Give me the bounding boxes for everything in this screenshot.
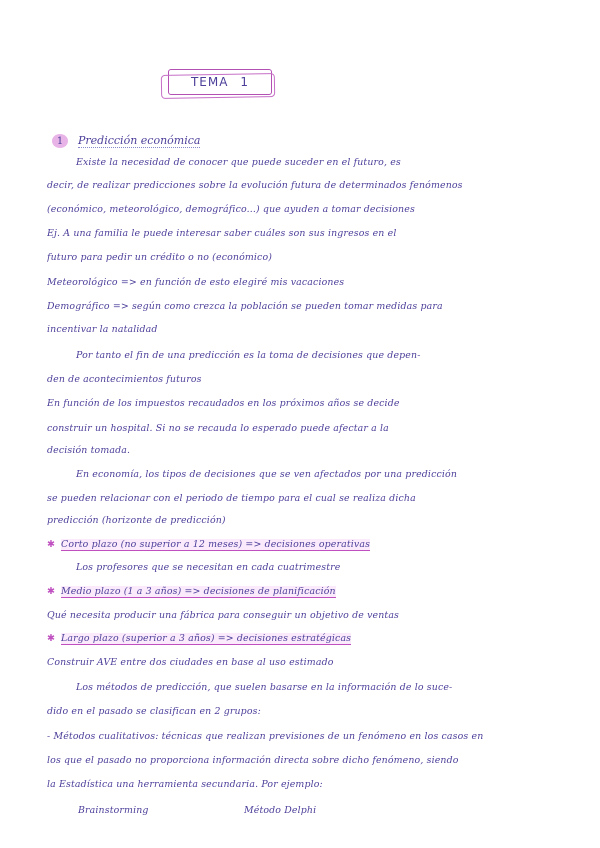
text-line: Ej. A una familia le puede interesar saber cuáles son sus ingresos en el [47, 228, 397, 239]
bullet-icon: ✱ [47, 633, 56, 644]
title-box [168, 69, 272, 95]
text-line: los que el pasado no proporciona información directa sobre dicho fenómeno, siendo [47, 755, 459, 766]
text-line: dido en el pasado se clasifican en 2 grupos: [47, 706, 261, 717]
text-line: Existe la necesidad de conocer que puede suceder en el futuro, es [76, 157, 401, 168]
text-line: predicción (horizonte de predicción) [47, 515, 226, 526]
bullet-text: Largo plazo (superior a 3 años) => decisiones estratégicas [61, 633, 352, 644]
text-line: Los métodos de predicción, que suelen basarse en la información de lo suce- [76, 682, 453, 693]
bullet-icon: ✱ [47, 539, 56, 550]
text-line: En función de los impuestos recaudados en los próximos años se decide [47, 398, 400, 409]
text-line: incentivar la natalidad [47, 324, 158, 335]
section-number-badge: 1 [52, 134, 68, 148]
example-item: Brainstorming [78, 805, 149, 816]
text-line: Meteorológico => en función de esto elegiré mis vacaciones [47, 277, 345, 288]
text-line: - Métodos cualitativos: técnicas que realizan previsiones de un fenómeno en los casos en [47, 731, 484, 742]
text-line: decir, de realizar predicciones sobre la evolución futura de determinados fenómenos [47, 180, 463, 191]
text-line: construir un hospital. Si no se recauda lo esperado puede afectar a la [47, 423, 389, 434]
text-line: Demográfico => según como crezca la población se pueden tomar medidas para [47, 301, 443, 312]
section-title: Predicción económica [78, 134, 201, 147]
list-item [47, 632, 557, 646]
text-line: futuro para pedir un crédito o no (económico) [47, 252, 273, 263]
title-label: TEMA [190, 75, 229, 89]
list-item [47, 538, 557, 552]
text-line: decisión tomada. [47, 445, 131, 456]
text-line: En economía, los tipos de decisiones que se ven afectados por una predicción [76, 469, 458, 480]
text-line: (económico, meteorológico, demográfico...) que ayuden a tomar decisiones [47, 204, 415, 215]
title-number: 1 [240, 75, 250, 89]
text-line: Por tanto el fin de una predicción es la toma de decisiones que depen- [76, 350, 421, 361]
text-line: se pueden relacionar con el periodo de tiempo para el cual se realiza dicha [47, 493, 416, 504]
bullet-text: Medio plazo (1 a 3 años) => decisiones de planificación [61, 586, 336, 597]
example-item: Método Delphi [244, 805, 317, 816]
text-line: den de acontecimientos futuros [47, 374, 202, 385]
bullet-icon: ✱ [47, 586, 56, 597]
text-line: Los profesores que se necesitan en cada cuatrimestre [76, 562, 341, 573]
list-item [47, 585, 557, 599]
section-heading [52, 134, 200, 148]
bullet-text: Corto plazo (no superior a 12 meses) => decisiones operativas [61, 539, 371, 550]
text-line: Qué necesita producir una fábrica para conseguir un objetivo de ventas [47, 610, 400, 621]
text-line: Construir AVE entre dos ciudades en base al uso estimado [47, 657, 334, 668]
text-line: la Estadística una herramienta secundaria. Por ejemplo: [47, 779, 323, 790]
